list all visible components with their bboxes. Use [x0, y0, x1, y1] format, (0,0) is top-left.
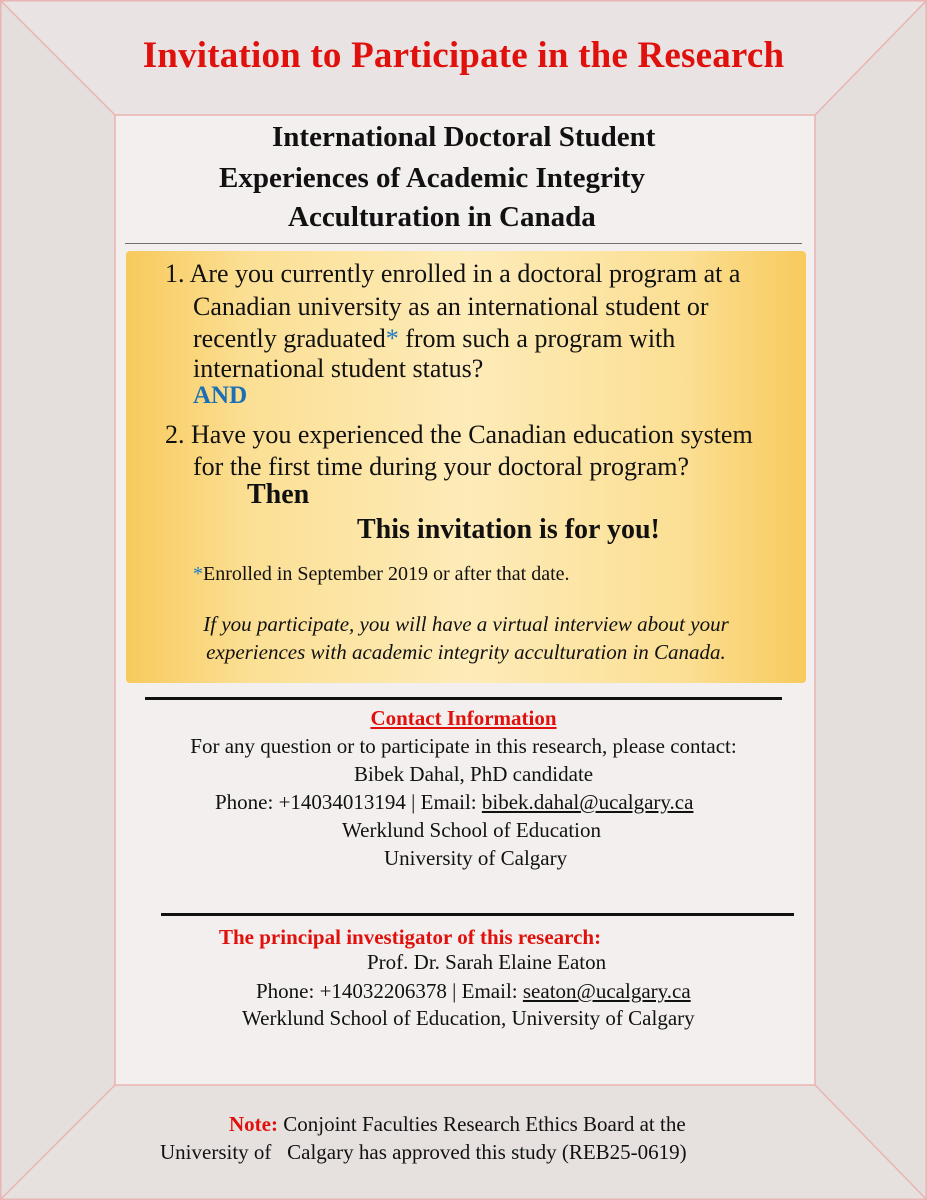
- investigator-heading: The principal investigator of this research:: [219, 925, 602, 949]
- question-2-line-2: for the first time during your doctoral program?: [193, 452, 690, 481]
- note-label: Note:: [229, 1112, 278, 1136]
- and-label: AND: [193, 382, 248, 409]
- contact-school: Werklund School of Education: [342, 818, 602, 842]
- participation-line-1: If you participate, you will have a virtual interview about your: [203, 612, 729, 636]
- title-divider: [125, 243, 802, 244]
- study-title-line-3: Acculturation in Canada: [288, 201, 596, 233]
- question-1-line-1: 1. Are you currently enrolled in a doctoral program at a: [165, 259, 741, 288]
- ethics-note-line-2: University of Calgary has approved this study (REB25-0619): [160, 1140, 687, 1164]
- invitation-callout: This invitation is for you!: [357, 514, 660, 545]
- page-title: Invitation to Participate in the Research: [142, 35, 785, 76]
- investigator-name: Prof. Dr. Sarah Elaine Eaton: [367, 950, 607, 974]
- question-1-line-3: [193, 322, 675, 355]
- contact-university: University of Calgary: [384, 846, 568, 870]
- note-text-1: Conjoint Faculties Research Ethics Board at the: [277, 1112, 686, 1136]
- participation-line-2: experiences with academic integrity acculturation in Canada.: [206, 640, 726, 664]
- enrollment-footnote: [193, 563, 570, 586]
- contact-name: Bibek Dahal, PhD candidate: [354, 762, 594, 786]
- question-1-text-b: from such a program with: [405, 324, 676, 353]
- contact-phone-email: [215, 790, 693, 815]
- question-1-text-a: recently graduated: [193, 324, 386, 353]
- question-1-line-4: international student status?: [193, 354, 484, 383]
- footnote-text: Enrolled in September 2019 or after that date.: [203, 563, 570, 585]
- footnote-asterisk: *: [193, 563, 203, 585]
- contact-phone: Phone: +14034013194 | Email:: [215, 790, 482, 814]
- investigator-divider: [161, 913, 794, 916]
- asterisk-mark: *: [385, 324, 399, 353]
- contact-divider: [145, 697, 782, 700]
- then-label: Then: [247, 479, 310, 510]
- study-title-line-2: Experiences of Academic Integrity: [219, 162, 646, 194]
- investigator-email-link[interactable]: seaton@ucalgary.ca: [522, 979, 691, 1003]
- investigator-phone: Phone: +14032206378 | Email:: [256, 979, 523, 1003]
- contact-intro: For any question or to participate in this research, please contact:: [190, 734, 737, 758]
- ethics-note-line-1: [229, 1112, 686, 1137]
- contact-heading: Contact Information: [370, 706, 557, 730]
- question-2-line-1: 2. Have you experienced the Canadian education system: [165, 420, 753, 449]
- contact-email-link[interactable]: bibek.dahal@ucalgary.ca: [481, 790, 694, 814]
- study-title-line-1: International Doctoral Student: [272, 121, 656, 153]
- investigator-affiliation: Werklund School of Education, University of Calgary: [242, 1006, 695, 1030]
- investigator-phone-email: [256, 979, 691, 1004]
- question-1-line-2: Canadian university as an international student or: [193, 292, 709, 321]
